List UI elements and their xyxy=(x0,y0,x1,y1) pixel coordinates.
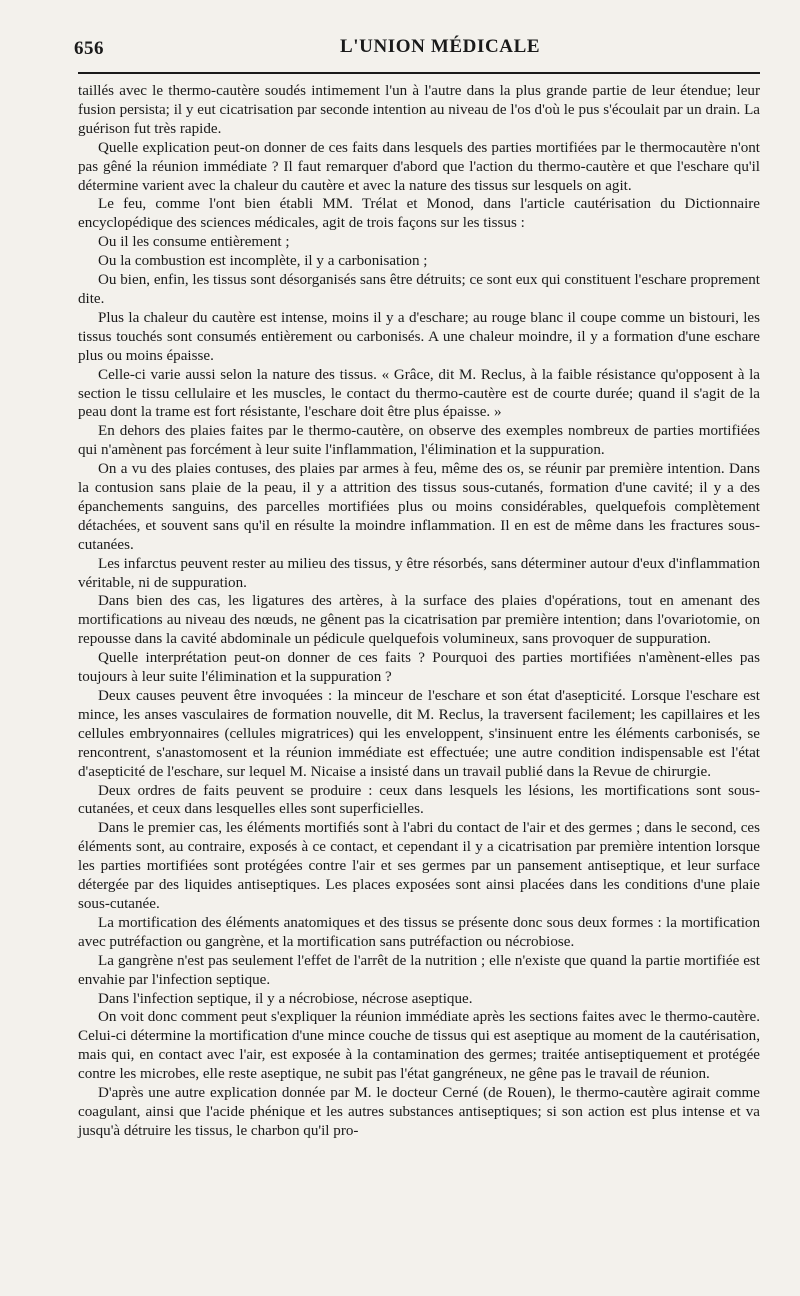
paragraph: D'après une autre explication donnée par M. le docteur Cerné (de Rouen), le thermo-cautère agirait comme coagulant, ainsi que l'acide phénique et les autres substances antiseptiques; si son action est plus intense et va jusqu'à détruire les tissus, le charbon qu'il pro- xyxy=(78,1085,760,1139)
paragraph: Deux causes peuvent être invoquées : la minceur de l'eschare et son état d'asepticité. Lorsque l'eschare est mince, les anses vasculaires de formation nouvelle, dit M. Reclus, la traversent facilement; les capillaires et les cellules embryonnaires (cellules migratrices) qui les enveloppent, s'insinuent entre les éléments carbonisés, se rencontrent, s'anastomosent et la réunion immédiate est effectuée; une autre condition indispensable est l'état d'asepticité de l'eschare, sur lequel M. Nicaise a insisté dans un travail publié dans la Revue de chirurgie. xyxy=(78,688,760,780)
paragraph: Dans le premier cas, les éléments mortifiés sont à l'abri du contact de l'air et des germes ; dans le second, ces éléments sont, au contraire, exposés à ce contact, et cependant il y a cicatrisation par première intention lorsque les parties mortifiées sont protégées contre l'air et ses germes par un pansement antiseptique, et leur surface détergée par des liquides antiseptiques. Les places exposées sont ainsi placées dans les conditions d'une plaie sous-cutanée. xyxy=(78,820,760,912)
paragraph: La mortification des éléments anatomiques et des tissus se présente donc sous deux formes : la mortification avec putréfaction ou gangrène, et la mortification sans putréfaction ou nécrobiose. xyxy=(78,914,760,950)
header-rule xyxy=(78,72,760,74)
paragraph: En dehors des plaies faites par le thermo-cautère, on observe des exemples nombreux de parties mortifiées qui n'amènent pas forcément à leur suite l'inflammation, l'élimination et la suppuration. xyxy=(78,423,760,459)
paragraph: Ou la combustion est incomplète, il y a carbonisation ; xyxy=(98,253,428,270)
paragraph: On voit donc comment peut s'expliquer la réunion immédiate après les sections faites avec le thermo-cautère. Celui-ci détermine la mortification d'une mince couche de tissus qui est aseptique au moment de la cautérisation, mais qui, en contact avec l'air, est exposée à la contamination des germes; traitée antiseptiquement et protégée contre les microbes, elle reste aseptique, ne subit pas l'état gangréneux, ne gêne pas le travail de réunion. xyxy=(78,1009,760,1083)
page-number: 656 xyxy=(74,38,104,59)
page-header xyxy=(74,32,760,60)
paragraph: Les infarctus peuvent rester au milieu des tissus, y être résorbés, sans déterminer autour d'eux d'inflammation véritable, ni de suppuration. xyxy=(78,555,760,591)
paragraph: Quelle interprétation peut-on donner de ces faits ? Pourquoi des parties mortifiées n'amènent-elles pas toujours à leur suite l'élimination et la suppuration ? xyxy=(78,650,760,686)
paragraph: Celle-ci varie aussi selon la nature des tissus. « Grâce, dit M. Reclus, à la faible résistance qu'opposent à la section le tissu cellulaire et les muscles, le contact du thermo-cautère est de courte durée; quand il s'agit de la peau dont la trame est fort résistante, l'eschare doit être plus épaisse. » xyxy=(78,366,760,421)
paragraph: On a vu des plaies contuses, des plaies par armes à feu, même des os, se réunir par première intention. Dans la contusion sans plaie de la peau, il y a attrition des tissus sous-cutanés, formation d'une cavité; il y a des épanchements sanguins, des parcelles mortifiées plus ou moins considérables, quelquefois complètement détachées, et souvent sans qu'il en résulte la moindre inflammation. Il en est de même dans les fractures sous-cutanées. xyxy=(78,461,760,553)
body-text xyxy=(78,82,760,1141)
paragraph: Quelle explication peut-on donner de ces faits dans lesquels des parties mortifiées par le thermocautère n'ont pas gêné la réunion immédiate ? Il faut remarquer d'abord que l'action du thermo-cautère et que l'eschare qu'il détermine varient avec la chaleur du cautère et avec la nature des tissus sur lesquels on agit. xyxy=(78,139,760,194)
running-title: L'UNION MÉDICALE xyxy=(340,36,541,57)
paragraph: Ou bien, enfin, les tissus sont désorganisés sans être détruits; ce sont eux qui constituent l'eschare proprement dite. xyxy=(78,272,760,307)
paragraph: Plus la chaleur du cautère est intense, moins il y a d'eschare; au rouge blanc il coupe comme un bistouri, les tissus touchés sont consumés entièrement ou carbonisés. A une chaleur moindre, il y a formation d'une eschare plus ou moins épaisse. xyxy=(78,309,760,364)
paragraph: Dans bien des cas, les ligatures des artères, à la surface des plaies d'opérations, tout en amenant des mortifications au niveau des nœuds, ne gênent pas la cicatrisation par première intention; dans l'ovariotomie, on repousse dans la cavité abdominale un pédicule quelquefois volumineux, sans provoquer de suppuration. xyxy=(78,593,760,648)
paragraph: Ou il les consume entièrement ; xyxy=(98,234,290,251)
paragraph: Le feu, comme l'ont bien établi MM. Trélat et Monod, dans l'article cautérisation du Dictionnaire encyclopédique des sciences médicales, agit de trois façons sur les tissus : xyxy=(78,196,760,232)
paragraph: taillés avec le thermo-cautère soudés intimement l'un à l'autre dans la plus grande partie de leur étendue; leur fusion persista; il y eut cicatrisation par seconde intention au niveau de l'os d'où le pus s'écoulait par un drain. La guérison fut très rapide. xyxy=(78,83,760,137)
paragraph: Deux ordres de faits peuvent se produire : ceux dans lesquels les lésions, les mortifications sont sous-cutanées, et ceux dans lesquelles elles sont superficielles. xyxy=(78,782,760,818)
paragraph: La gangrène n'est pas seulement l'effet de l'arrêt de la nutrition ; elle n'existe que quand la partie mortifiée est envahie par l'infection septique. xyxy=(78,952,760,988)
paragraph: Dans l'infection septique, il y a nécrobiose, nécrose aseptique. xyxy=(98,990,473,1007)
